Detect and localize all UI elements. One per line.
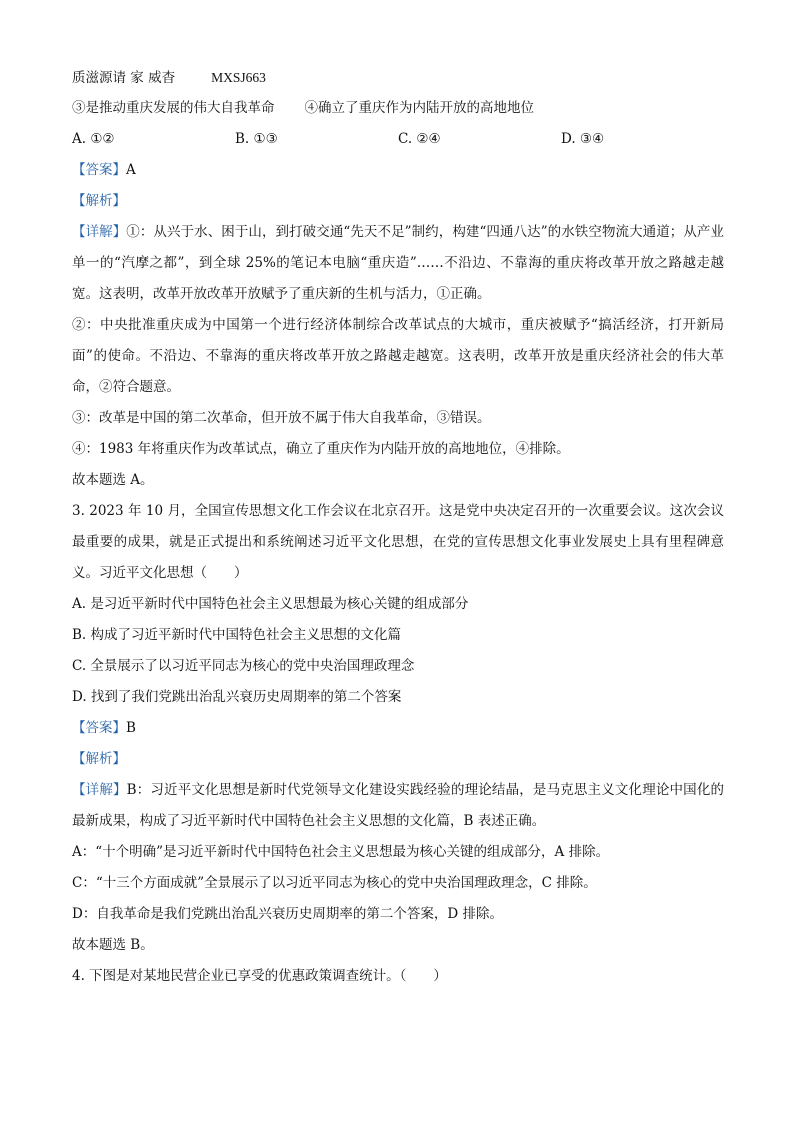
q2-detail-1-text: ①：从兴于水、困于山，到打破交通“先天不足”制约，构建“四通八达”的水铁空物流大通道；从产业单一的“汽摩之都”，到全球 25%的笔记本电脑“重庆造”……不沿边、不靠海的重庆将改革开放之路越走越宽。这表明，改革开放改革开放赋予了重庆新的生机与活力，①正确。 — [72, 224, 725, 302]
q2-statement-4: ④确立了重庆作为内陆开放的高地地位 — [304, 100, 534, 116]
q3-detail-4: D：自我革命是我们党跳出治乱兴衰历史周期率的第二个答案，D 排除。 — [72, 906, 503, 922]
page-header — [72, 62, 724, 93]
answer-tag: 【答案】 — [72, 720, 126, 736]
answer-value: B — [126, 720, 136, 736]
answer-tag: 【答案】 — [72, 162, 126, 178]
q2-analysis-heading — [72, 186, 724, 217]
q2-detail-3: ③：改革是中国的第二次革命，但开放不属于伟大自我革命，③错误。 — [72, 410, 491, 426]
q3-conclusion: 故本题选 B。 — [72, 937, 154, 953]
q3-detail-2: A：“十个明确”是习近平新时代中国特色社会主义思想最为核心关键的组成部分，A 排除。 — [72, 844, 610, 860]
q3-detail-1-text: B：习近平文化思想是新时代党领导文化建设实践经验的理论结晶，是马克思主义文化理论中国化的最新成果，构成了习近平新时代中国特色社会主义思想的文化篇，B 表述正确。 — [72, 782, 725, 829]
analysis-tag: 【解析】 — [72, 193, 126, 209]
q2-detail-4: ④：1983 年将重庆作为改革试点，确立了重庆作为内陆开放的高地地位，④排除。 — [72, 441, 570, 457]
q3-analysis-heading — [72, 744, 724, 775]
q3-option-a: A. 是习近平新时代中国特色社会主义思想最为核心关键的组成部分 — [72, 596, 469, 612]
q3-answer — [72, 713, 724, 744]
q4-stem: 4. 下图是对某地民营企业已享受的优惠政策调查统计。（ ） — [72, 968, 447, 984]
header-code: MXSJ663 — [211, 70, 266, 85]
detail-tag: 【详解】 — [72, 224, 127, 240]
q3-detail-3: C：“十三个方面成就”全景展示了以习近平同志为核心的党中央治国理政理念，C 排除。 — [72, 875, 597, 891]
q2-detail-1 — [72, 217, 724, 310]
q2-statement-3: ③是推动重庆发展的伟大自我革命 — [72, 100, 275, 116]
q2-option-c: C. ②④ — [398, 131, 441, 147]
q3-option-b: B. 构成了习近平新时代中国特色社会主义思想的文化篇 — [72, 627, 402, 643]
q3-stem: 3. 2023 年 10 月，全国宣传思想文化工作会议在北京召开。这是党中央决定召开的一次重要会议。这次会议最重要的成果，就是正式提出和系统阐述习近平文化思想，在党的宣传思想文化事业发展史上具有里程碑意义。习近平文化思想（ ） — [72, 503, 724, 581]
q2-option-a: A. ①② — [72, 131, 115, 147]
answer-value: A — [126, 162, 136, 178]
analysis-tag: 【解析】 — [72, 751, 126, 767]
q2-conclusion: 故本题选 A。 — [72, 472, 154, 488]
q2-answer — [72, 155, 724, 186]
q2-option-d: D. ③④ — [561, 131, 605, 147]
q3-option-d: D. 找到了我们党跳出治乱兴衰历史周期率的第二个答案 — [72, 689, 402, 705]
q2-detail-2: ②：中央批准重庆成为中国第一个进行经济体制综合改革试点的大城市，重庆被赋予“搞活经济，打开新局面”的使命。不沿边、不靠海的重庆将改革开放之路越走越宽。这表明，改革开放是重庆经济社会的伟大革命，②符合题意。 — [72, 317, 724, 395]
q2-options — [72, 124, 724, 155]
q3-detail-1 — [72, 775, 724, 837]
q2-statements — [72, 93, 724, 124]
document-page — [72, 62, 724, 992]
watermark-text: 质滋源请 家 威杳 — [72, 70, 176, 86]
q3-option-c: C. 全景展示了以习近平同志为核心的党中央治国理政理念 — [72, 658, 415, 674]
detail-tag: 【详解】 — [72, 782, 127, 798]
q2-option-b: B. ①③ — [235, 131, 278, 147]
